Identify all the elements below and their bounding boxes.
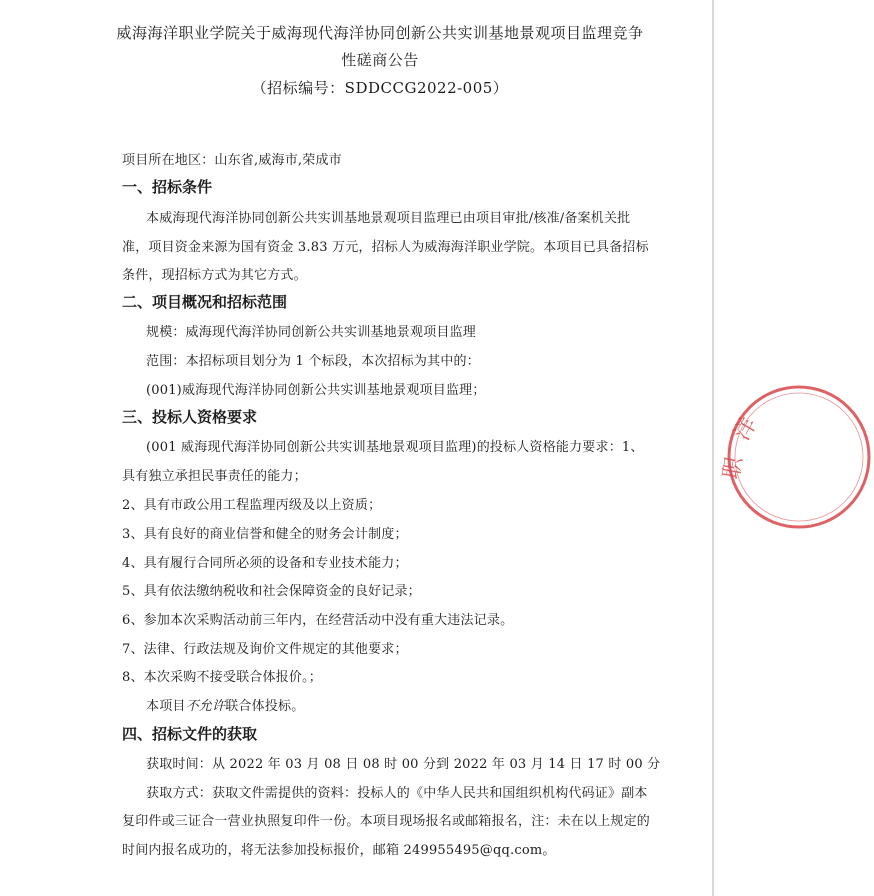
section4-line: 时间内报名成功的，将无法参加投标报价，邮箱 249955495@qq.com。 (122, 843, 556, 858)
section3-line: 8、本次采购不接受联合体报价。； (122, 670, 322, 685)
section-heading-4: 四、招标文件的获取 (122, 725, 258, 743)
section4-line: 复印件或三证合一营业执照复印件一份。本项目现场报名或邮箱报名，注：未在以上规定的 (122, 814, 651, 829)
svg-text:职: 职 (719, 455, 748, 482)
section3-line: 5、具有依法缴纳税收和社会保障资金的良好记录； (122, 584, 421, 599)
section3-line: 7、法律、行政法规及询价文件规定的其他要求； (122, 642, 408, 657)
tender-number: （招标编号：SDDCCG2022-005） (251, 79, 509, 97)
section-heading-2: 二、项目概况和招标范围 (122, 293, 288, 311)
joint-bid-prefix: 本项目 (146, 699, 186, 714)
svg-text:洋: 洋 (729, 413, 763, 445)
section3-line: 6、参加本次采购活动前三年内，在经营活动中没有重大违法记录。 (122, 613, 514, 628)
section1-line: 本威海现代海洋协同创新公共实训基地景观项目监理已由项目审批/核准/备案机关批 (146, 211, 631, 226)
official-seal-stamp (719, 382, 874, 532)
section2-line: (001)威海现代海洋协同创新公共实训基地景观项目监理； (146, 383, 486, 398)
joint-bid-emphasis: 不允许 (185, 699, 226, 714)
section4-line: 获取方式：获取文件需提供的资料：投标人的《中华人民共和国组织机构代码证》副本 (146, 786, 648, 801)
joint-bid-note (146, 695, 304, 714)
document-title-line2: 性磋商公告 (341, 51, 419, 69)
section1-line: 条件，现招标方式为其它方式。 (122, 268, 307, 283)
section4-line: 获取时间：从 2022 年 03 月 08 日 08 时 00 分到 2022 年 03 月 14 日 17 时 00 分 (146, 757, 661, 772)
section3-line: 4、具有履行合同所必须的设备和专业技术能力； (122, 556, 408, 571)
project-location: 项目所在地区：山东省,威海市,荣成市 (122, 153, 342, 168)
section-heading-1: 一、招标条件 (122, 178, 213, 196)
joint-bid-suffix: 联合体投标。 (225, 699, 305, 714)
page-edge (712, 0, 714, 896)
section-heading-3: 三、投标人资格要求 (122, 408, 258, 426)
section2-line: 规模：威海现代海洋协同创新公共实训基地景观项目监理 (146, 325, 477, 340)
section3-line: (001 威海现代海洋协同创新公共实训基地景观项目监理)的投标人资格能力要求：1、 (146, 440, 644, 455)
section3-line: 2、具有市政公用工程监理丙级及以上资质； (122, 498, 382, 513)
section2-line: 范围：本招标项目划分为 1 个标段，本次招标为其中的： (146, 354, 480, 369)
section3-line: 3、具有良好的商业信誉和健全的财务会计制度； (122, 527, 408, 542)
section1-line: 准，项目资金来源为国有资金 3.83 万元，招标人为威海海洋职业学院。本项目已具备招标 (122, 240, 649, 255)
section3-line: 具有独立承担民事责任的能力； (122, 469, 307, 484)
document-title-line1: 威海海洋职业学院关于威海现代海洋协同创新公共实训基地景观项目监理竞争 (116, 24, 644, 42)
